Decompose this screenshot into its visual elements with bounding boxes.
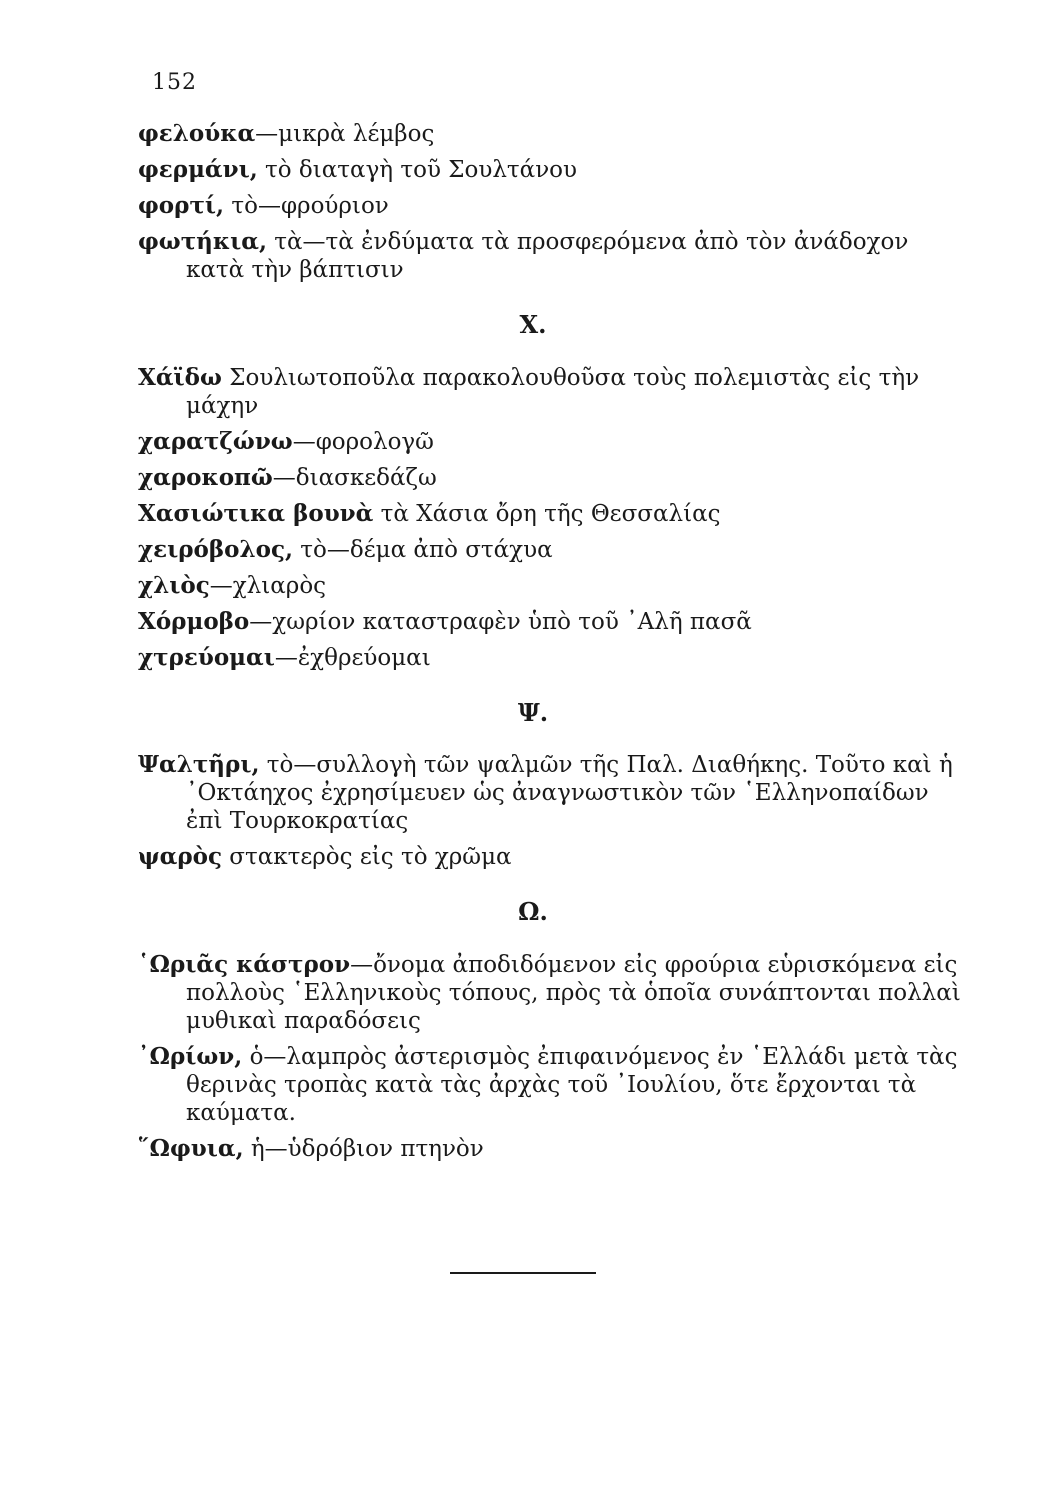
entry-term: χλιὸς [138,571,210,599]
entry-term: φορτί, [138,192,225,220]
glossary-entry [138,536,968,564]
entry-definition: ὁ—λαμπρὸς ἀστερισμὸς ἐπιφαινόμενος ἐν ῾Ελλάδι μετὰ τὰς θερινὰς τροπὰς κατὰ τὰς ἀρχὰς τοῦ ᾿Ιουλίου, ὅτε ἔρχονται τὰ καύματα. [186,1043,958,1126]
glossary-entry [138,120,968,148]
entry-definition: τὸ—φρούριον [224,193,389,220]
section-letter: Ψ. [517,697,549,727]
entry-term: φελούκα [138,120,256,147]
glossary-entry [138,644,968,672]
glossary-entry [138,608,968,636]
glossary-entry [138,464,968,492]
glossary-section [138,310,968,672]
entry-definition: τὸ—δέμα ἀπὸ στάχυα [292,536,553,563]
entry-term: Χασιώτικα βουνὰ [138,499,374,527]
glossary-entry [138,192,968,220]
glossary-section [138,698,968,871]
section-letter: Χ. [519,310,547,340]
end-rule [450,1272,596,1274]
glossary-entry [138,1135,968,1163]
entry-definition: Σουλιωτοποῦλα παρακολουθοῦσα τοὺς πολεμιστὰς εἰς τὴν μάχην [186,364,920,419]
entry-definition: στακτερὸς εἰς τὸ χρῶμα [222,844,512,871]
entry-term: χαροκοπῶ [138,463,273,491]
glossary-entry [138,228,968,284]
entry-term: ῞Ωφυια, [138,1134,244,1162]
section-letter: Ω. [518,897,548,927]
entry-term: ῾Ωριᾶς κάστρον [138,950,351,978]
entry-definition: —ἐχθρεύομαι [274,644,431,671]
glossary-entry [138,951,968,1035]
entry-term: χειρόβολος, [138,535,293,563]
entry-term: χτρεύομαι [138,643,275,671]
entry-definition: ἡ—ὑδρόβιον πτηνὸν [243,1135,484,1162]
entry-term: Ψαλτῆρι, [138,751,260,779]
glossary-entry [138,572,968,600]
entry-definition: —ὄνομα ἀποδιδόμενον εἰς φρούρια εὑρισκόμενα εἰς πολλοὺς ῾Ελληνικοὺς τόπους, πρὸς τὰ ὁποῖα συνάπτονται πολλαὶ μυθικαὶ παραδόσεις [186,951,961,1034]
glossary-entry [138,751,968,835]
entry-definition: τὸ—συλλογὴ τῶν ψαλμῶν τῆς Παλ. Διαθήκης. Τοῦτο καὶ ἡ ᾿Οκτάηχος ἐχρησίμευεν ὡς ἀναγνωστικὸν τῶν ῾Ελληνοπαίδων ἐπὶ Τουρκοκρατίας [186,752,953,835]
page-number: 152 [152,70,197,95]
entry-term: φερμάνι, [138,156,258,184]
glossary-section [138,897,968,1163]
glossary-entry [138,156,968,184]
glossary-entry [138,843,968,871]
glossary-content [138,120,968,1171]
glossary-section [138,120,968,284]
glossary-entry [138,1043,968,1127]
entry-definition: —φορολογῶ [292,428,434,455]
entry-definition: —χλιαρὸς [209,572,327,599]
entry-definition: —διασκεδάζω [272,464,437,491]
entry-term: Χόρμοβο [138,607,250,635]
entry-term: ψαρὸς [138,843,222,871]
glossary-entry [138,500,968,528]
entry-term: ᾿Ωρίων, [138,1042,243,1070]
entry-definition: —μικρὰ λέμβος [255,121,435,147]
entry-definition: —χωρίον καταστραφὲν ὑπὸ τοῦ ᾿Αλῆ πασᾶ [249,608,752,635]
entry-definition: τὸ διαταγὴ τοῦ Σουλτάνου [257,157,578,184]
glossary-entry [138,428,968,456]
entry-definition: τὰ—τὰ ἐνδύματα τὰ προσφερόμενα ἀπὸ τὸν ἀνάδοχον κατὰ τὴν βάπτισιν [186,229,909,284]
entry-definition: τὰ Χάσια ὄρη τῆς Θεσσαλίας [373,500,721,527]
entry-term: Χάϊδω [138,363,222,391]
glossary-entry [138,364,968,420]
entry-term: φωτήκια, [138,228,267,256]
entry-term: χαρατζώνω [138,427,293,455]
